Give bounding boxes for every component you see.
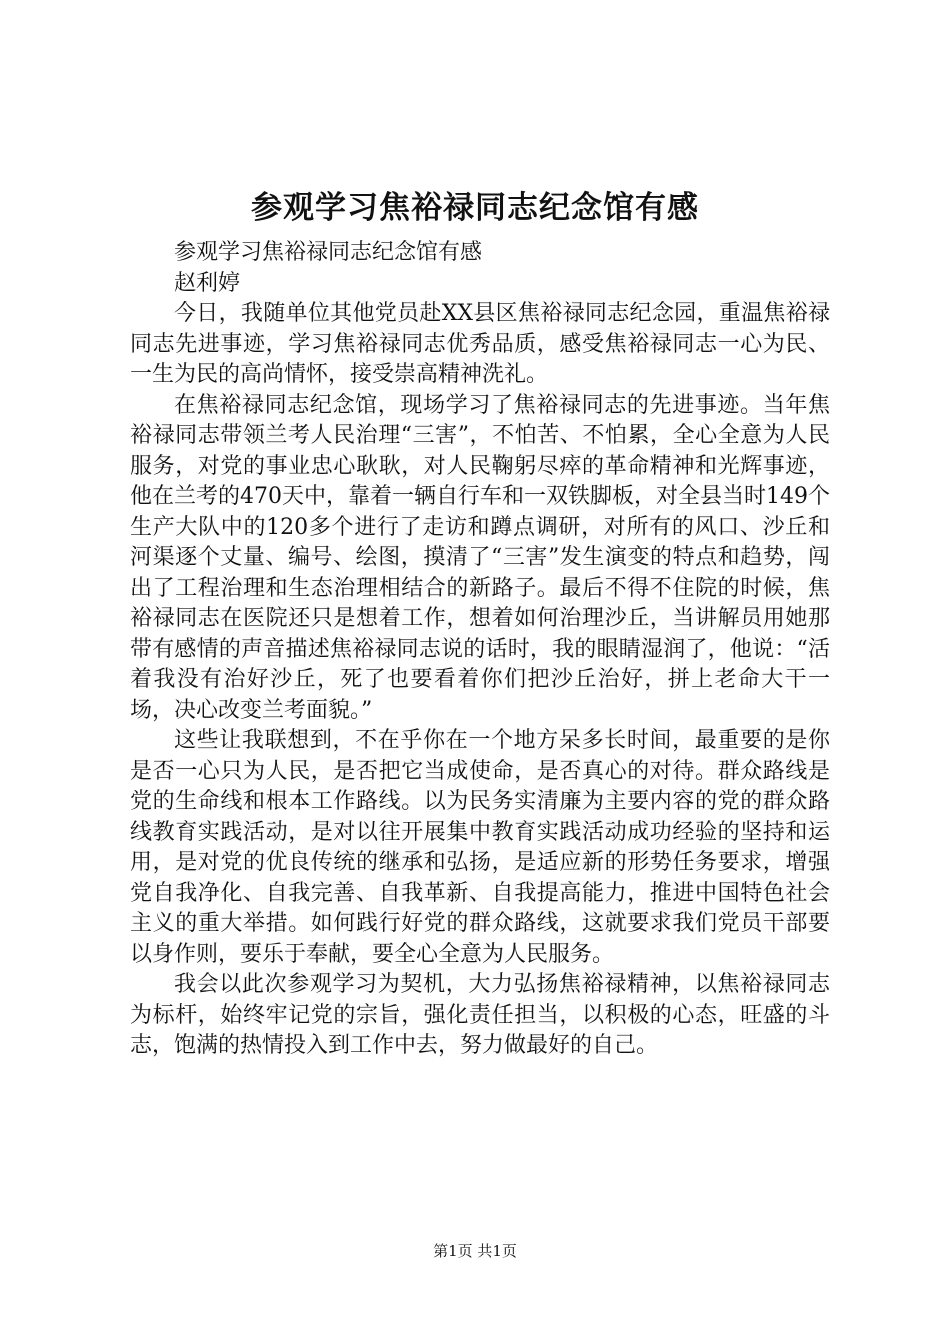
document-body <box>130 238 830 1062</box>
document-title: 参观学习焦裕禄同志纪念馆有感 <box>251 190 699 226</box>
body-paragraph-2: 在焦裕禄同志纪念馆，现场学习了焦裕禄同志的先进事迹。当年焦裕禄同志带领兰考人民治理“三害”，不怕苦、不怕累，全心全意为人民服务，对党的事业忠心耿耿，对人民鞠躬尽瘁的革命精神和光辉事迹，他在兰考的470天中，靠着一辆自行车和一双铁脚板，对全县当时149个生产大队中的120多个进行了走访和蹲点调研，对所有的风口、沙丘和河渠逐个丈量、编号、绘图，摸清了“三害”发生演变的特点和趋势，闯出了工程治理和生态治理相结合的新路子。最后不得不住院的时候，焦裕禄同志在医院还只是想着工作，想着如何治理沙丘，当讲解员用她那带有感情的声音描述焦裕禄同志说的话时，我的眼睛湿润了，他说：“活着我没有治好沙丘，死了也要看着你们把沙丘治好，拼上老命大干一场，决心改变兰考面貌。” <box>130 392 830 723</box>
body-paragraph-1: 今日，我随单位其他党员赴XX县区焦裕禄同志纪念园，重温焦裕禄同志先进事迹，学习焦裕禄同志优秀品质，感受焦裕禄同志一心为民、一生为民的高尚情怀，接受崇高精神洗礼。 <box>130 301 830 387</box>
subtitle-paragraph: 参观学习焦裕禄同志纪念馆有感 <box>174 240 483 265</box>
body-paragraph-3: 这些让我联想到，不在乎你在一个地方呆多长时间，最重要的是你是否一心只为人民，是否把它当成使命，是否真心的对待。群众路线是党的生命线和根本工作路线。以为民务实清廉为主要内容的党的群众路线教育实践活动，是对以往开展集中教育实践活动成功经验的坚持和运用，是对党的优良传统的继承和弘扬，是适应新的形势任务要求，增强党自我净化、自我完善、自我革新、自我提高能力，推进中国特色社会主义的重大举措。如何践行好党的群众路线，这就要求我们党员干部要以身作则，要乐于奉献，要全心全意为人民服务。 <box>130 728 830 967</box>
body-paragraph-4: 我会以此次参观学习为契机，大力弘扬焦裕禄精神，以焦裕禄同志为标杆，始终牢记党的宗旨，强化责任担当，以积极的心态，旺盛的斗志，饱满的热情投入到工作中去，努力做最好的自己。 <box>130 972 830 1058</box>
page-footer: 第1页 共1页 <box>433 1242 517 1260</box>
author-paragraph: 赵利婷 <box>174 270 241 296</box>
